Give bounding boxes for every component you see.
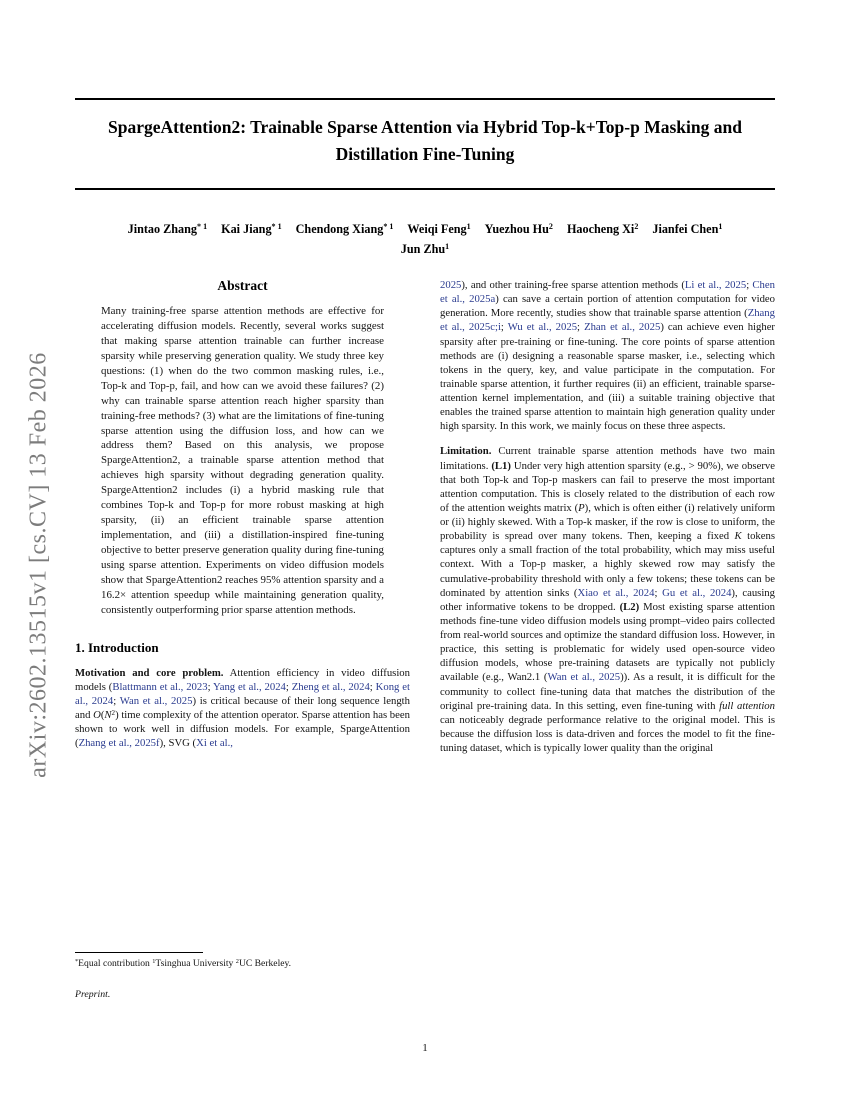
introduction-paragraph (75, 666, 410, 751)
section-heading-introduction: 1. Introduction (75, 639, 159, 655)
text-segment: ; (369, 680, 376, 693)
preprint-note: Preprint. (75, 988, 111, 1000)
author-affiliation-mark: 2 (548, 222, 553, 232)
right-column (440, 278, 775, 1044)
bold-text: (L1) (491, 459, 511, 472)
author-affiliation-mark: 1 (445, 241, 450, 251)
author-name: Yuezhou Hu$^2$ (484, 222, 553, 236)
citation-link[interactable]: Yang et al., 2024 (213, 680, 286, 693)
citation-link[interactable]: Wan et al., 2025 (547, 671, 621, 684)
bold-text: Motivation and core problem. (75, 666, 224, 679)
text-segment: 1 (152, 958, 156, 966)
citation-link[interactable]: Li et al., 2025 (684, 279, 747, 291)
text-segment: 2 (235, 958, 239, 966)
citation-link[interactable]: Zhang et al., 2025f (78, 737, 160, 750)
text-segment: ) is critical because of their long sequence length and (75, 694, 410, 722)
text-segment: ( (100, 709, 105, 722)
citation-link[interactable]: Xiao et al., 2024 (577, 586, 655, 599)
left-column (75, 278, 410, 950)
paper-title: SpargeAttention2: Trainable Sparse Attention via Hybrid Top-k+Top-p Masking and Distillation Fine-Tuning (108, 117, 742, 165)
footnote-block (75, 952, 410, 1000)
text-segment: UC Berkeley. (238, 958, 292, 969)
footnote-text (75, 958, 410, 971)
citation-link[interactable]: Chen et al., 2025a (440, 279, 775, 306)
citation-link[interactable]: Kong et al., 2024 (75, 680, 410, 707)
citation-link[interactable]: Xi et al., (196, 737, 233, 750)
text-segment: ) can achieve even higher sparsity after pre-training or fine-tuning. The core points of sparse attention methods are (i) designing a reasonable sparse masker, i.e., selecting which tokens in the query, key, and value participate in the computation. For trainable sparse attention, it further requires (ii) an efficient, trainable sparse-attention kernel implementation, and (iii) a suitable training objective that enables the trained sparse attention to maintain high generation quality under high sparsity. In this work, we mainly focus on these three aspects. (440, 321, 775, 433)
text-segment: ), SVG ( (159, 737, 197, 750)
citation-link[interactable]: Zheng et al., 2024 (291, 680, 370, 693)
text-segment: Under very high attention sparsity (e.g., > 90%), we observe that both Top-k and Top-p maskers can fail to preserve the most important attention computation. This is closely related to the distribution of each row of the attention weights matrix ( (440, 459, 775, 514)
authors-line-2 (55, 240, 795, 260)
author-name: Haocheng Xi$^2$ (566, 222, 639, 236)
text-segment: 2 (111, 708, 116, 717)
text-segment: P (578, 501, 585, 514)
text-segment: ; (500, 321, 508, 334)
text-segment: can noticeably degrade performance relative to the original model. This is because the diffusion loss is data-driven and forces the model to fit the fine-tuning dataset, which is typically lower quality than the original (440, 713, 775, 754)
text-segment: ; (207, 680, 214, 693)
author-name: Jianfei Chen$^1$ (652, 222, 723, 236)
text-segment: tokens captures only a small fraction of the total probability, which may miss useful context. With a Top-p masker, a highly skewed row may satisfy the cumulative-probability threshold with only a few tokens; these tokens can be dominated by attention sinks ( (440, 530, 775, 599)
text-segment: ) time complexity of the attention operator. Sparse attention has been shown to work well in diffusion models. For example, SpargeAttention ( (75, 709, 410, 750)
text-segment: ), causing other informative tokens to be dropped. (440, 586, 775, 613)
footnote-rule (75, 952, 203, 953)
author-name: Weiqi Feng$^1$ (407, 222, 471, 236)
author-affiliation-mark: * 1 (197, 222, 208, 232)
text-segment: Most existing sparse attention methods fine-tune video diffusion models using prompt–video pairs collected from real-world sources and optimize the standard diffusion loss. However, in practice, this setting is problematic for widely used open-source video diffusion models, whose pre-training datasets are typically not publicly available (e.g., Wan2.1 ( (440, 600, 775, 684)
author-affiliation-mark: 2 (634, 222, 639, 232)
text-segment: O (93, 709, 101, 722)
text-segment: ; (577, 321, 585, 334)
citation-link[interactable]: Gu et al., 2024 (662, 586, 732, 599)
arxiv-watermark: arXiv:2602.13515v1 [cs.CV] 13 Feb 2026 (25, 352, 52, 778)
abstract-text: Many training-free sparse attention methods are effective for accelerating diffusion models. Recently, several works suggest that making sparse attention trainable can further increase sparsity while preserving generation quality. We study three key questions: (1) when do the two common masking rules, i.e., Top-k and Top-p, fail, and how can we avoid these failures? (2) why can trainable sparse attention reach higher sparsity than training-free methods? (3) what are the limitations of fine-tuning sparse attention using the diffusion loss, and how can we address them? Based on this analysis, we propose SpargeAttention2, a trainable sparse attention method that achieves high sparsity without degrading generation quality. SpargeAttention2 includes (i) a hybrid masking rule that combines Top-k and Top-p for more robust masking at high sparsity, (ii) an efficient trainable sparse attention implementation, and (iii) a distillation-inspired fine-tuning objective to better preserve generation quality during fine-tuning using sparse attention. Experiments on video diffusion models show that SpargeAttention2 reaches 95% attention sparsity and a 16.2× attention speedup while maintaining generation quality, consistently outperforming prior sparse attention methods. (101, 305, 384, 616)
citation-link[interactable]: 2025 (440, 279, 462, 291)
title-rule-bottom (75, 188, 775, 190)
author-name: Jun Zhu$^1$ (400, 241, 450, 256)
author-name: Jintao Zhang$^{* 1}$ (127, 222, 208, 236)
author-affiliation-mark: 1 (718, 222, 723, 232)
authors-block (55, 220, 795, 259)
citation-link[interactable]: Blattmann et al., 2023 (112, 680, 208, 693)
text-segment: K (734, 530, 742, 543)
text-segment: ; (113, 694, 120, 707)
text-segment: )). As a result, it is difficult for the community to collect fine-tuning data that matches the distribution of the original pre-training data. In this setting, even fine-tuning with (440, 671, 775, 712)
text-segment: ; (746, 279, 753, 291)
page-number: 1 (422, 1042, 428, 1054)
text-segment: full attention (719, 699, 775, 712)
text-segment: N (104, 709, 112, 722)
text-segment: * (75, 958, 79, 966)
author-name: Chendong Xiang$^{* 1}$ (295, 222, 394, 236)
text-segment: ), and other training-free sparse attention methods ( (461, 279, 685, 291)
limitation-paragraph (440, 444, 775, 755)
body-paragraph-continuation (440, 278, 775, 433)
citation-link[interactable]: Zhang et al., 2025c;i (440, 307, 775, 334)
bold-text: Limitation. (440, 445, 492, 458)
text-segment: ) can save a certain portion of attention computation for video generation. More recently, studies show that trainable sparse attention ( (440, 293, 775, 320)
title-rule-top (75, 98, 775, 100)
text-segment: Attention efficiency in video diffusion models ( (75, 666, 410, 693)
text-segment: ; (654, 586, 663, 599)
text-segment: Equal contribution (78, 958, 153, 969)
author-affiliation-mark: * 1 (271, 222, 282, 232)
bold-text: (L2) (619, 600, 640, 613)
author-affiliation-mark: 1 (466, 222, 471, 232)
abstract-heading: Abstract (217, 278, 268, 293)
citation-link[interactable]: Wan et al., 2025 (119, 694, 193, 707)
citation-link[interactable]: Zhan et al., 2025 (584, 321, 661, 334)
authors-line-1 (55, 220, 795, 240)
text-segment: ), which is often either (i) relatively uniform or (ii) highly skewed. With a Top-k masker, if the row is close to uniform, the probability is spread over many tokens. Then, keeping a fixed (440, 501, 775, 543)
author-name: Kai Jiang$^{* 1}$ (221, 222, 282, 236)
text-segment: Tsinghua University (155, 958, 236, 969)
text-segment: Current trainable sparse attention methods have two main limitations. (440, 445, 775, 472)
citation-link[interactable]: Wu et al., 2025 (507, 321, 578, 334)
author-affiliation-mark: * 1 (383, 222, 394, 232)
text-segment: ; (285, 680, 292, 693)
